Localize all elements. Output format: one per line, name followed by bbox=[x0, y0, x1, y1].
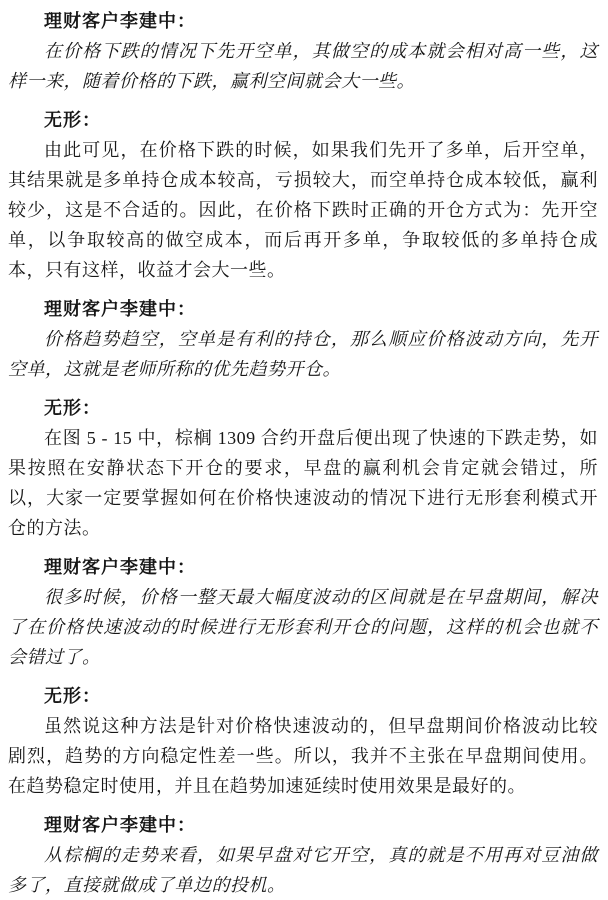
speech-paragraph: 虽然说这种方法是针对价格快速波动的，但早盘期间价格波动比较剧烈，趋势的方向稳定性差一些。所以，我并不主张在早盘期间使用。在趋势稳定时使用，并且在趋势加速延续时使用效果是最好的。 bbox=[8, 716, 598, 796]
speech-paragraph: 在价格下跌的情况下先开空单，其做空的成本就会相对高一些，这样一来，随着价格的下跌，赢利空间就会大一些。 bbox=[8, 41, 598, 91]
dialogue-block bbox=[8, 672, 598, 801]
speaker-heading: 理财客户李建中： bbox=[44, 815, 196, 835]
speaker-heading: 理财客户李建中： bbox=[44, 557, 196, 577]
speaker-heading: 无形： bbox=[44, 686, 101, 706]
dialogue-block bbox=[8, 96, 598, 285]
dialogue-block bbox=[8, 384, 598, 543]
speech-paragraph: 在图 5 - 15 中，棕榈 1309 合约开盘后便出现了快速的下跌走势，如果按照在安静状态下开仓的要求，早盘的赢利机会肯定就会错过，所以，大家一定要掌握如何在价格快速波动的情况下进行无形套利模式开仓的方法。 bbox=[8, 428, 598, 538]
speaker-heading: 理财客户李建中： bbox=[44, 11, 196, 31]
speech-paragraph: 很多时候，价格一整天最大幅度波动的区间就是在早盘期间，解决了在价格快速波动的时候进行无形套利开仓的问题，这样的机会也就不会错过了。 bbox=[8, 587, 598, 667]
dialogue-block bbox=[8, 801, 598, 900]
speech-paragraph: 价格趋势趋空，空单是有利的持仓，那么顺应价格波动方向，先开空单，这就是老师所称的优先趋势开仓。 bbox=[8, 329, 598, 379]
speaker-heading: 理财客户李建中： bbox=[44, 299, 196, 319]
speech-paragraph: 由此可见，在价格下跌的时候，如果我们先开了多单，后开空单，其结果就是多单持仓成本较高，亏损较大，而空单持仓成本较低，赢利较少，这是不合适的。因此，在价格下跌时正确的开仓方式为：先开空单，以争取较高的做空成本，而后再开多单，争取较低的多单持仓成本，只有这样，收益才会大一些。 bbox=[8, 140, 598, 280]
dialogue-block bbox=[8, 4, 598, 96]
dialogue-block bbox=[8, 285, 598, 384]
speaker-heading: 无形： bbox=[44, 398, 101, 418]
speech-paragraph: 从棕榈的走势来看，如果早盘对它开空，真的就是不用再对豆油做多了，直接就做成了单边的投机。 bbox=[8, 845, 598, 895]
speaker-heading: 无形： bbox=[44, 110, 101, 130]
dialogue-block bbox=[8, 543, 598, 672]
